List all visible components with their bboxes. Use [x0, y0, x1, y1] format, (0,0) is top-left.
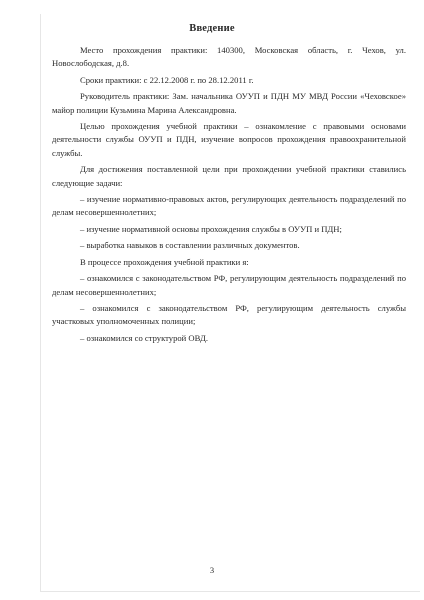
paragraph-dates: Сроки практики: с 22.12.2008 г. по 28.12.2011 г.	[80, 74, 254, 85]
list-item: – изучение нормативной основы прохождения службы в ОУУП и ПДН;	[80, 223, 342, 234]
list-item: – выработка навыков в составлении различных документов.	[80, 240, 300, 251]
paragraph-supervisor: Руководитель практики: Зам. начальника ОУУП и ПДН МУ МВД России «Чеховское» майор полиции Кузьмина Марина Александровна.	[52, 91, 406, 115]
page-number: 3	[209, 565, 215, 575]
body-text	[52, 44, 406, 348]
list-item: – ознакомился с законодательством РФ, регулирующим деятельность службы участковых уполномоченных полиции;	[52, 302, 406, 327]
paragraph-goal: Целью прохождения учебной практики – ознакомление с правовыми основами деятельности службы ОУУП и ПДН, изучение вопросов прохождения правоохранительной службы.	[52, 121, 406, 158]
paragraph-results-intro: В процессе прохождения учебной практики я:	[80, 256, 249, 267]
list-item: – ознакомился со структурой ОВД.	[80, 332, 209, 343]
page-title: Введение	[189, 23, 235, 34]
paragraph-place: Место прохождения практики: 140300, Московская область, г. Чехов, ул. Новослободская, д.8.	[52, 45, 406, 69]
paragraph-tasks-intro: Для достижения поставленной цели при прохождении учебной практики ставились следующие задачи:	[52, 164, 406, 188]
list-item: – изучение нормативно-правовых актов, регулирующих деятельность подразделений по делам несовершеннолетних;	[52, 194, 406, 218]
list-item: – ознакомился с законодательством РФ, регулирующим деятельность подразделений по делам несовершеннолетних;	[52, 273, 406, 297]
